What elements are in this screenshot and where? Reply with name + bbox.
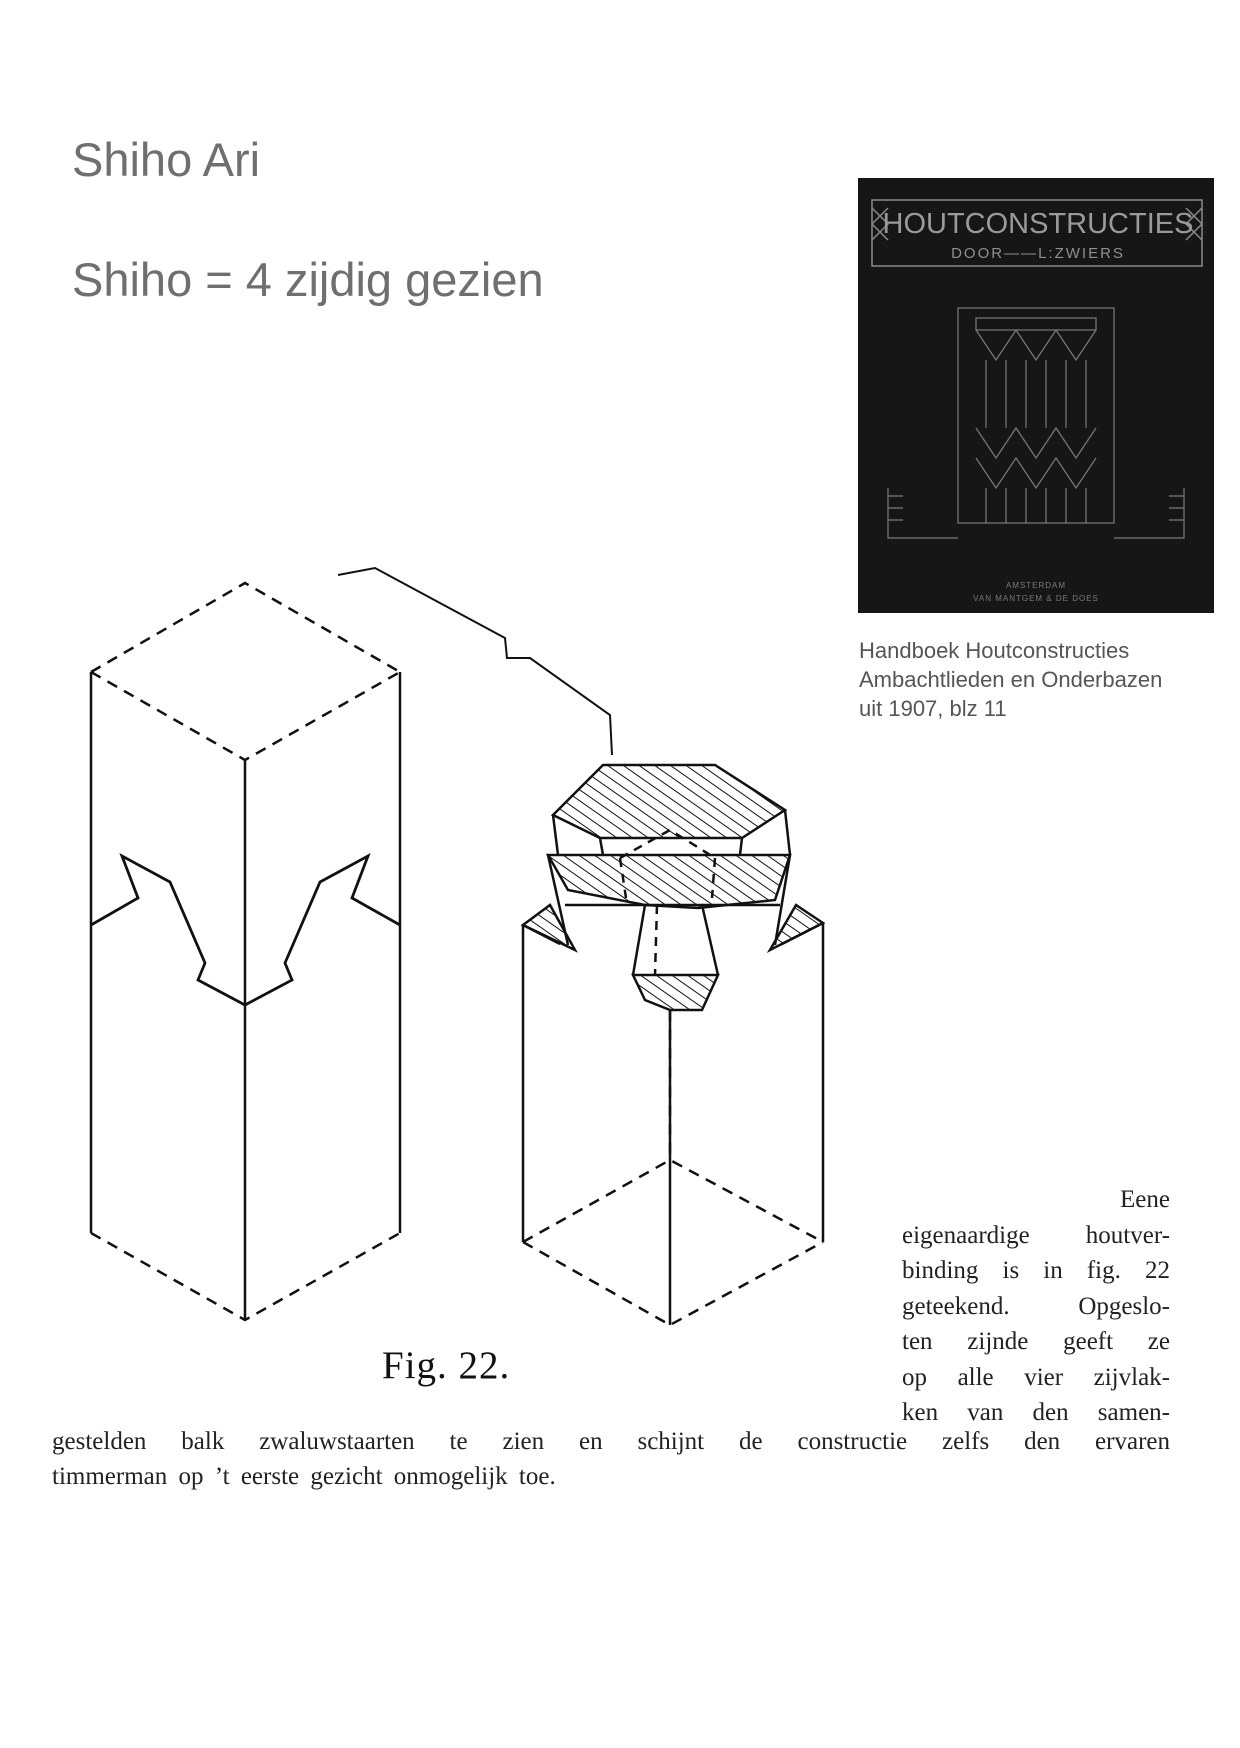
text-line: ten zijnde geeft ze — [902, 1328, 1170, 1355]
cover-author: DOOR——L:ZWIERS — [951, 245, 1125, 262]
text-line: binding is in fig. 22 — [902, 1257, 1170, 1284]
text-line: Eene — [1120, 1186, 1170, 1213]
exploded-beam — [338, 568, 823, 1325]
caption-line: uit 1907, blz 11 — [859, 696, 1007, 721]
assembled-beam — [91, 583, 400, 1320]
figure-label: Fig. 22. — [382, 1344, 511, 1387]
text-line: geteekend. Opgeslo- — [902, 1292, 1170, 1320]
text-line: gestelden balk zwaluwstaarten te zien en schijnt de constructie zelfs den ervaren — [52, 1428, 1170, 1455]
text-line: ken van den samen- — [902, 1399, 1170, 1426]
text-line: eigenaardige houtver- — [902, 1221, 1170, 1249]
page-subtitle: Shiho = 4 zijdig gezien — [72, 253, 544, 306]
cover-city: AMSTERDAM — [1005, 581, 1067, 590]
cover-title: HOUTCONSTRUCTIES — [882, 208, 1194, 240]
caption-line: Handboek Houtconstructies — [859, 638, 1130, 663]
text-line: op alle vier zijvlak- — [902, 1363, 1170, 1391]
cover-publisher: VAN MANTGEM & DE DOES — [973, 594, 1099, 603]
book-cover-art — [858, 178, 1214, 613]
caption-line: Ambachtlieden en Onderbazen — [859, 667, 1163, 692]
book-cover-image — [858, 178, 1214, 613]
page-title: Shiho Ari — [72, 133, 261, 186]
text-column — [902, 1182, 1170, 1431]
text-line: timmerman op ’t eerste gezicht onmogelijk toe. — [52, 1463, 556, 1490]
